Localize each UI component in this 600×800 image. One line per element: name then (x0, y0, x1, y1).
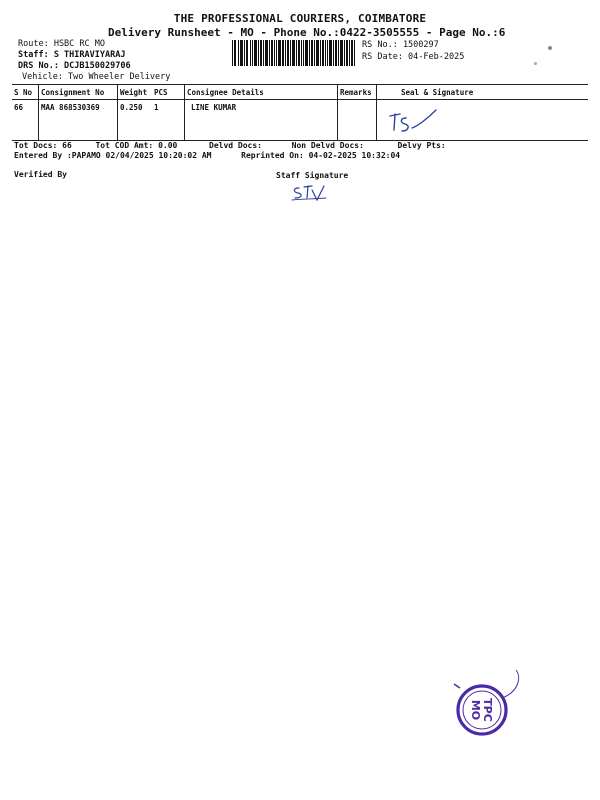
col-s-no: S No (12, 85, 39, 100)
stamp-line-1: TPC (481, 698, 494, 722)
barcode-image (232, 40, 356, 66)
scan-speck (534, 62, 537, 65)
staff-signature (290, 182, 330, 204)
col-remarks: Remarks (338, 85, 377, 100)
stamp-line-2: MO (469, 699, 482, 721)
staff-text: Staff: S THIRAVIYARAJ (18, 50, 126, 60)
cell-s-no: 66 (12, 100, 39, 141)
cell-consignee: LINE KUMAR (185, 100, 338, 141)
delvy-pts: Delvy Pts: (397, 141, 446, 150)
receiver-signature (384, 104, 444, 138)
rs-number: RS No.: 1500297 (362, 40, 439, 50)
entered-line (14, 151, 400, 160)
col-consignment: Consignment No (39, 85, 118, 100)
table-header-row (12, 85, 588, 100)
verified-by-label: Verified By (14, 170, 67, 179)
staff-signature-label: Staff Signature (276, 171, 349, 180)
totals-line (14, 141, 446, 150)
tot-docs: Tot Docs: 66 (14, 141, 72, 150)
runsheet-table (12, 84, 588, 141)
col-weight: Weight (118, 85, 153, 100)
runsheet-subtitle: Delivery Runsheet - MO - Phone No.:0422-3505555 - Page No.:6 (108, 26, 506, 39)
col-pcs: PCS (152, 85, 185, 100)
col-consignee: Consignee Details (185, 85, 338, 100)
vehicle-text: Vehicle: Two Wheeler Delivery (22, 72, 171, 82)
delvd-docs: Delvd Docs: (209, 141, 262, 150)
non-delvd-docs: Non Delvd Docs: (291, 141, 364, 150)
reprinted-on: Reprinted On: 04-02-2025 10:32:04 (241, 151, 401, 160)
cell-remarks (338, 100, 377, 141)
cell-pcs: 1 (152, 100, 185, 141)
company-title: THE PROFESSIONAL COURIERS, COIMBATORE (173, 12, 427, 25)
tpc-stamp-seal (440, 662, 530, 752)
cell-weight: 0.250 (118, 100, 153, 141)
table-row (12, 100, 588, 141)
route-text: Route: HSBC RC MO (18, 39, 105, 49)
tot-cod-amt: Tot COD Amt: 0.00 (95, 141, 178, 150)
drs-number: DRS No.: DCJB150029706 (18, 61, 131, 71)
col-seal-signature: Seal & Signature (377, 85, 589, 100)
scan-speck (548, 46, 552, 50)
rs-date: RS Date: 04-Feb-2025 (362, 52, 465, 62)
entered-by: Entered By :PAPAMO 02/04/2025 10:20:02 AM (14, 151, 212, 160)
cell-consignment: MAA 868530369 (39, 100, 118, 141)
